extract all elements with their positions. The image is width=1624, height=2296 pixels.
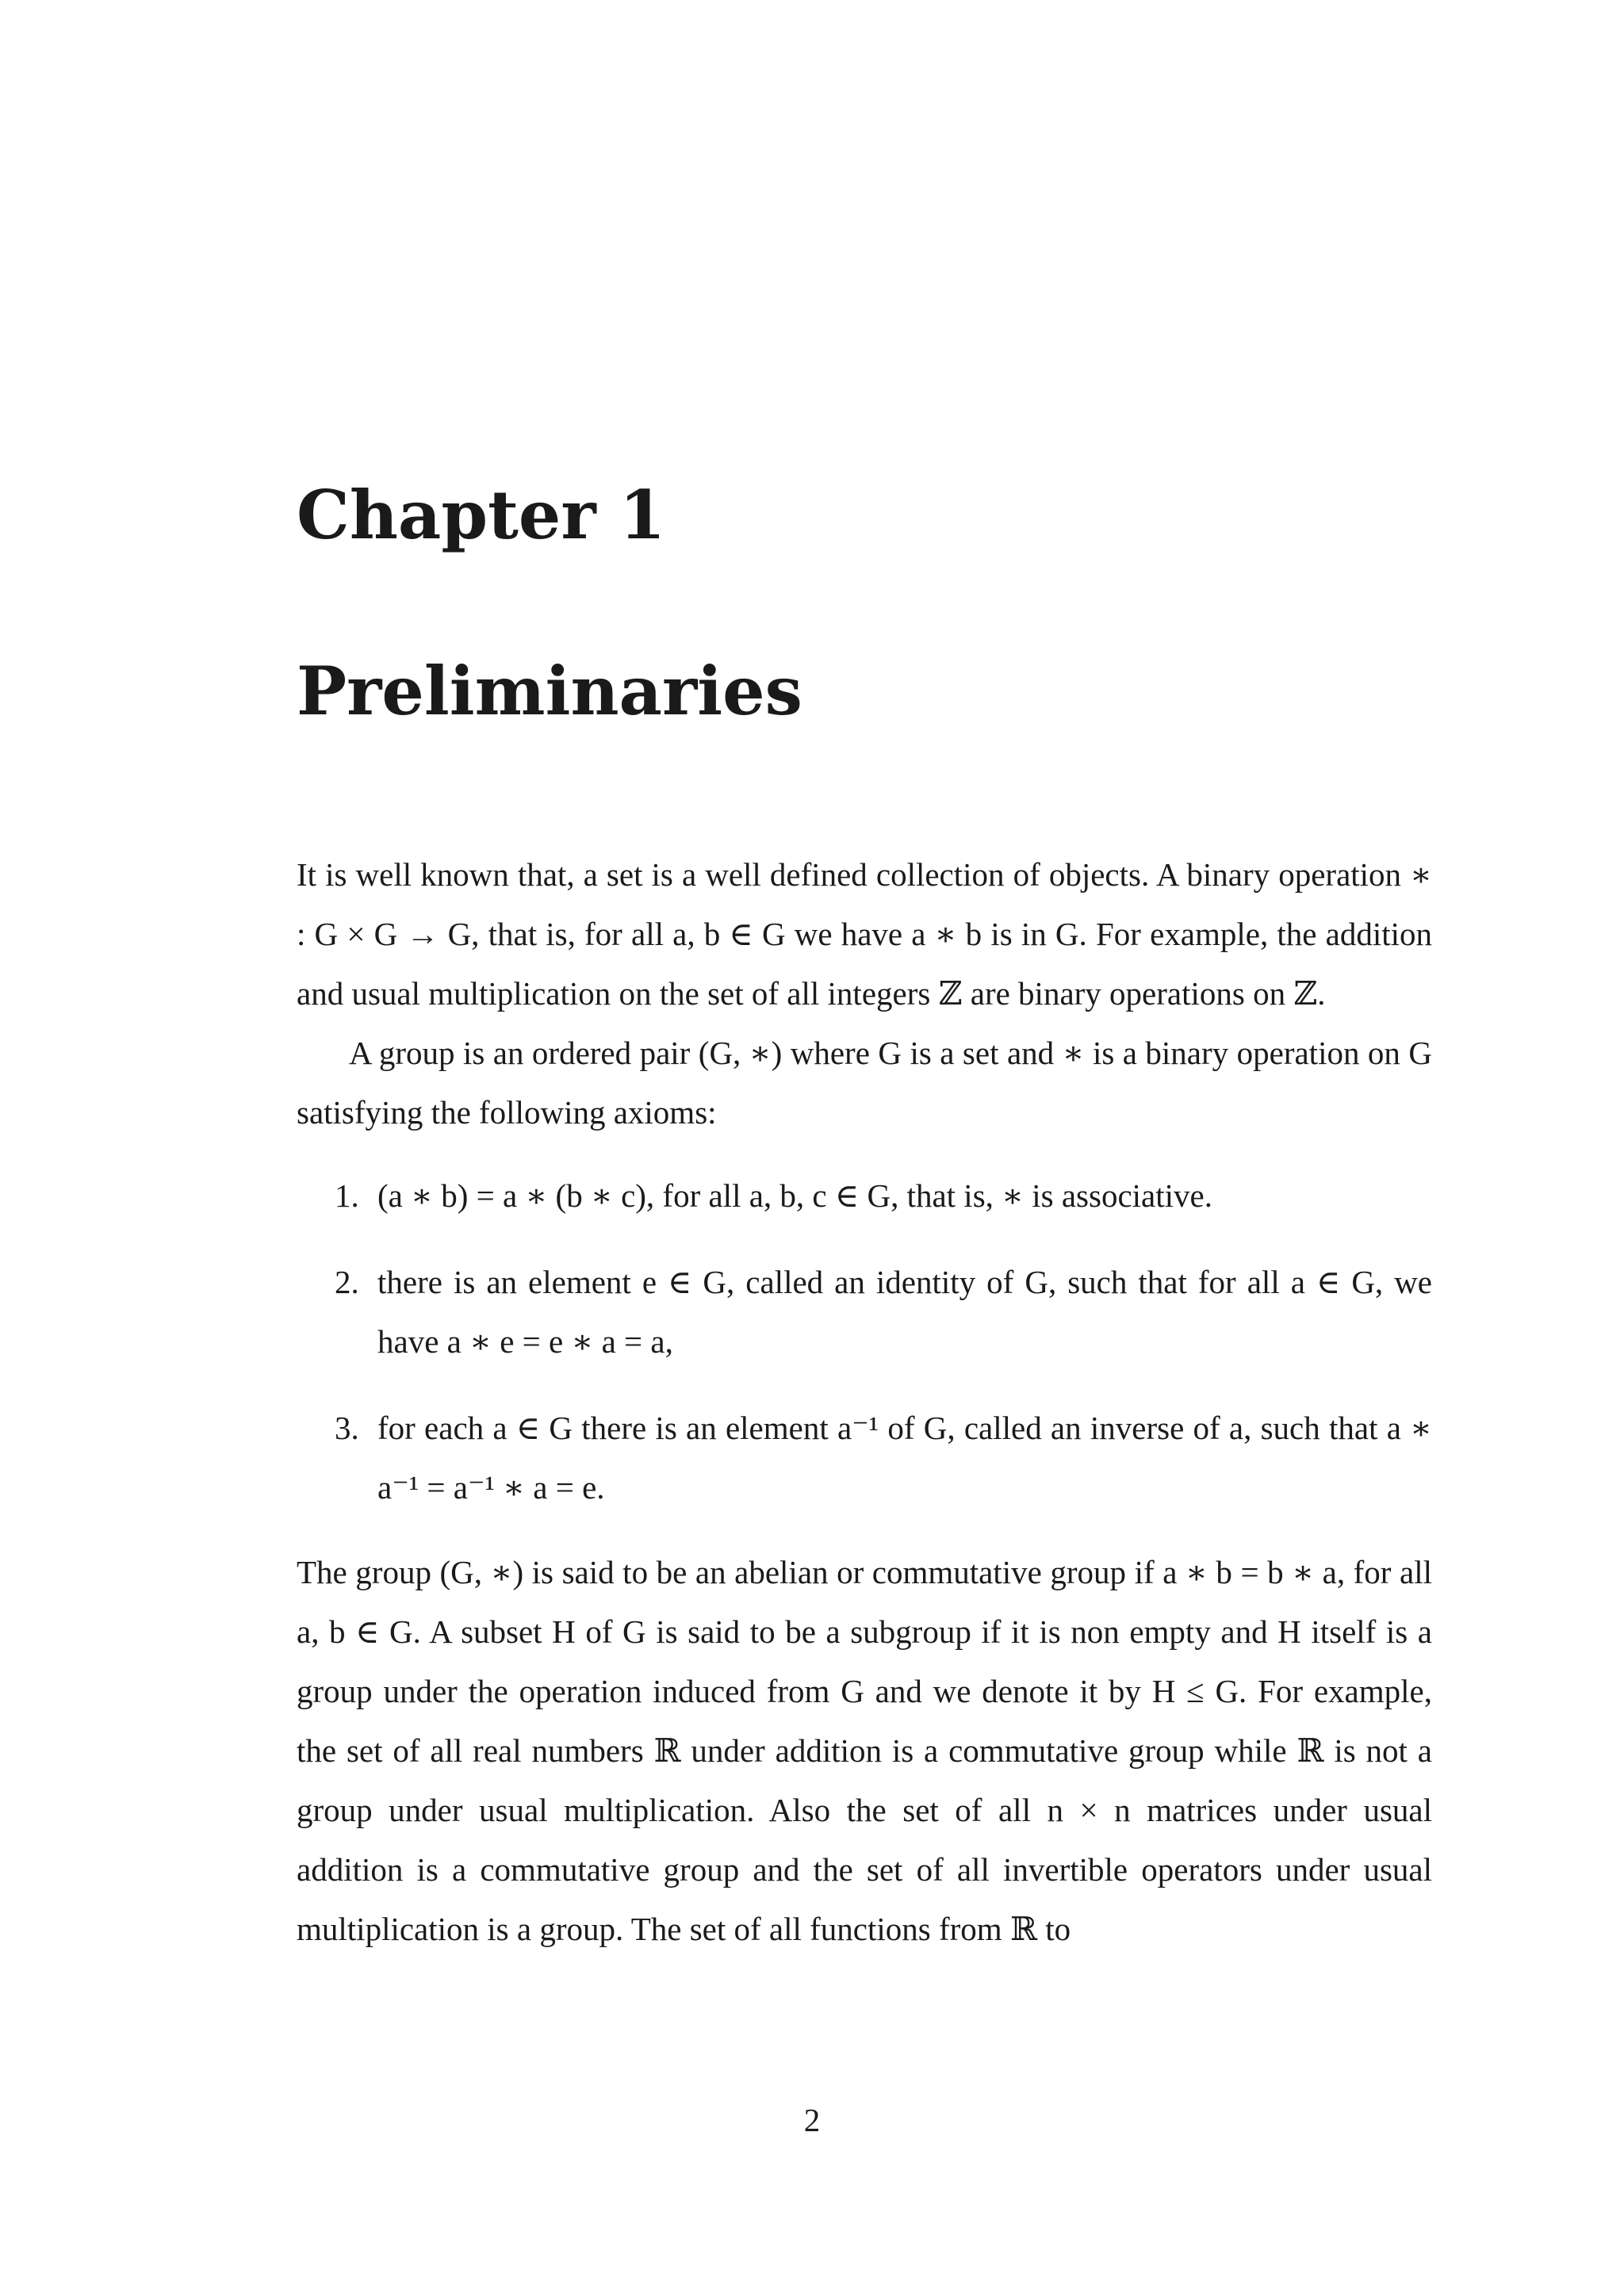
paragraph-intro: It is well known that, a set is a well defined collection of objects. A binary operation ∗ : G × G → G, that is, for all a, b ∈ G we have a ∗ b is in G. For example, the addition and usual multiplication on the set of all integers ℤ are binary operations on ℤ. <box>297 856 1432 1012</box>
axiom-text: for each a ∈ G there is an element a⁻¹ of G, called an inverse of a, such that a ∗ a⁻¹ = a⁻¹ ∗ a = e. <box>377 1410 1432 1506</box>
chapter-title: Preliminaries <box>297 652 802 730</box>
chapter-label: Chapter 1 <box>297 476 666 554</box>
axiom-number: 1. <box>335 1177 359 1214</box>
paragraph-group-definition: A group is an ordered pair (G, ∗) where G is a set and ∗ is a binary operation on G satisfying the following axioms: <box>297 1035 1432 1131</box>
axiom-item <box>297 1399 1432 1517</box>
axiom-number: 2. <box>335 1264 359 1300</box>
axiom-list <box>297 1166 1432 1517</box>
paragraph-abelian-subgroup: The group (G, ∗) is said to be an abelian or commutative group if a ∗ b = b ∗ a, for all a, b ∈ G. A subset H of G is said to be a subgroup if it is non empty and H itself is a group under the operation induced from G and we denote it by H ≤ G. For example, the set of all real numbers ℝ under addition is a commutative group while ℝ is not a group under usual multiplication. Also the set of all n × n matrices under usual addition is a commutative group and the set of all invertible operators under usual multiplication is a group. The set of all functions from ℝ to <box>297 1554 1432 1947</box>
axiom-number: 3. <box>335 1410 359 1446</box>
page-number: 2 <box>803 2102 821 2138</box>
axiom-item <box>297 1253 1432 1372</box>
axiom-text: (a ∗ b) = a ∗ (b ∗ c), for all a, b, c ∈ G, that is, ∗ is associative. <box>377 1177 1212 1214</box>
axiom-item <box>297 1166 1432 1226</box>
axiom-text: there is an element e ∈ G, called an identity of G, such that for all a ∈ G, we have a ∗ e = e ∗ a = a, <box>377 1264 1432 1360</box>
chapter-body <box>297 845 1432 1959</box>
